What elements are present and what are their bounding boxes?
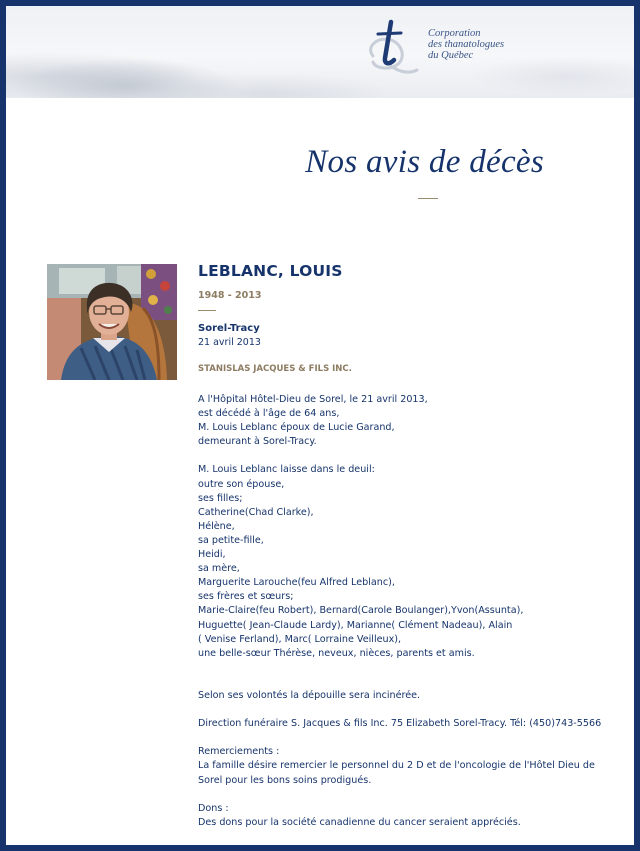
obituary-text-line: La famille désire remercier le personnel du 2 D et de l'oncologie de l'Hôtel Dieu de <box>198 760 595 772</box>
obituary-text-line: M. Louis Leblanc laisse dans le deuil: <box>198 464 375 476</box>
header-banner <box>6 6 634 98</box>
logo-text-line: du Québec <box>428 50 474 61</box>
paragraph-spacer <box>198 661 618 675</box>
obituary-text-line: M. Louis Leblanc époux de Lucie Garand, <box>198 422 395 434</box>
obituary-text-line: sa mère, <box>198 563 240 575</box>
paragraph-spacer <box>198 703 618 717</box>
obituary-text-line: Heidi, <box>198 549 226 561</box>
obituary-text-line: ses filles; <box>198 492 243 504</box>
obituary-content <box>198 262 618 830</box>
obituary-text-line: Sorel pour les bons soins prodigués. <box>198 774 372 786</box>
obituary-text-line: ses frères et sœurs; <box>198 591 294 603</box>
obituary-text-line: demeurant à Sorel-Tracy. <box>198 436 317 448</box>
paragraph-spacer <box>198 731 618 745</box>
logo-text-line: des thanatologues <box>428 39 505 50</box>
obituary-text-line: Direction funéraire S. Jacques & fils Inc. 75 Elizabeth Sorel-Tracy. Tél: (450)743-5566 <box>198 718 602 730</box>
obituary-text-line: ( Venise Ferland), Marc( Lorraine Veilleux), <box>198 633 402 645</box>
obituary-text <box>198 393 618 830</box>
paragraph-spacer <box>198 449 618 463</box>
obituary-text-line: Hélène, <box>198 520 235 532</box>
obituary-text-line: Marguerite Larouche(feu Alfred Leblanc), <box>198 577 395 589</box>
obituary-text-line: Huguette( Jean-Claude Lardy), Marianne( Clément Nadeau), Alain <box>198 619 513 631</box>
obituary-text-line: sa petite-fille, <box>198 534 264 546</box>
paragraph-spacer <box>198 788 618 802</box>
page-frame <box>6 6 634 845</box>
obituary-text-line: Dons : <box>198 802 229 814</box>
death-date: 21 avril 2013 <box>198 337 261 348</box>
tq-monogram-icon[interactable] <box>361 16 421 78</box>
obituary-text-line: Marie-Claire(feu Robert), Bernard(Carole Boulanger),Yvon(Assunta), <box>198 605 524 617</box>
obituary-text-line: A l'Hôpital Hôtel-Dieu de Sorel, le 21 avril 2013, <box>198 394 428 405</box>
obituary-text-line: Des dons pour la société canadienne du cancer seraient appréciés. <box>198 816 521 828</box>
title-divider <box>418 198 438 199</box>
name-divider <box>198 310 216 311</box>
obituary-text-line: est décédé à l'âge de 64 ans, <box>198 408 340 420</box>
obituary-text-line: une belle-sœur Thérèse, neveux, nièces, parents et amis. <box>198 647 475 659</box>
city: Sorel-Tracy <box>198 323 260 334</box>
paragraph-spacer <box>198 675 618 689</box>
obituary-text-line: Selon ses volontés la dépouille sera incinérée. <box>198 689 421 701</box>
logo-text[interactable] <box>428 28 504 61</box>
life-years: 1948 - 2013 <box>198 290 262 301</box>
funeral-home-name: STANISLAS JACQUES & FILS INC. <box>198 364 352 374</box>
obituary-text-line: Remerciements : <box>198 746 280 758</box>
deceased-name: LEBLANC, LOUIS <box>198 262 343 280</box>
obituary-text-line: Catherine(Chad Clarke), <box>198 506 314 518</box>
portrait-photo <box>47 264 177 380</box>
page-title: Nos avis de décès <box>305 144 544 180</box>
logo-text-line: Corporation <box>428 28 481 39</box>
obituary-text-line: outre son épouse, <box>198 478 285 490</box>
